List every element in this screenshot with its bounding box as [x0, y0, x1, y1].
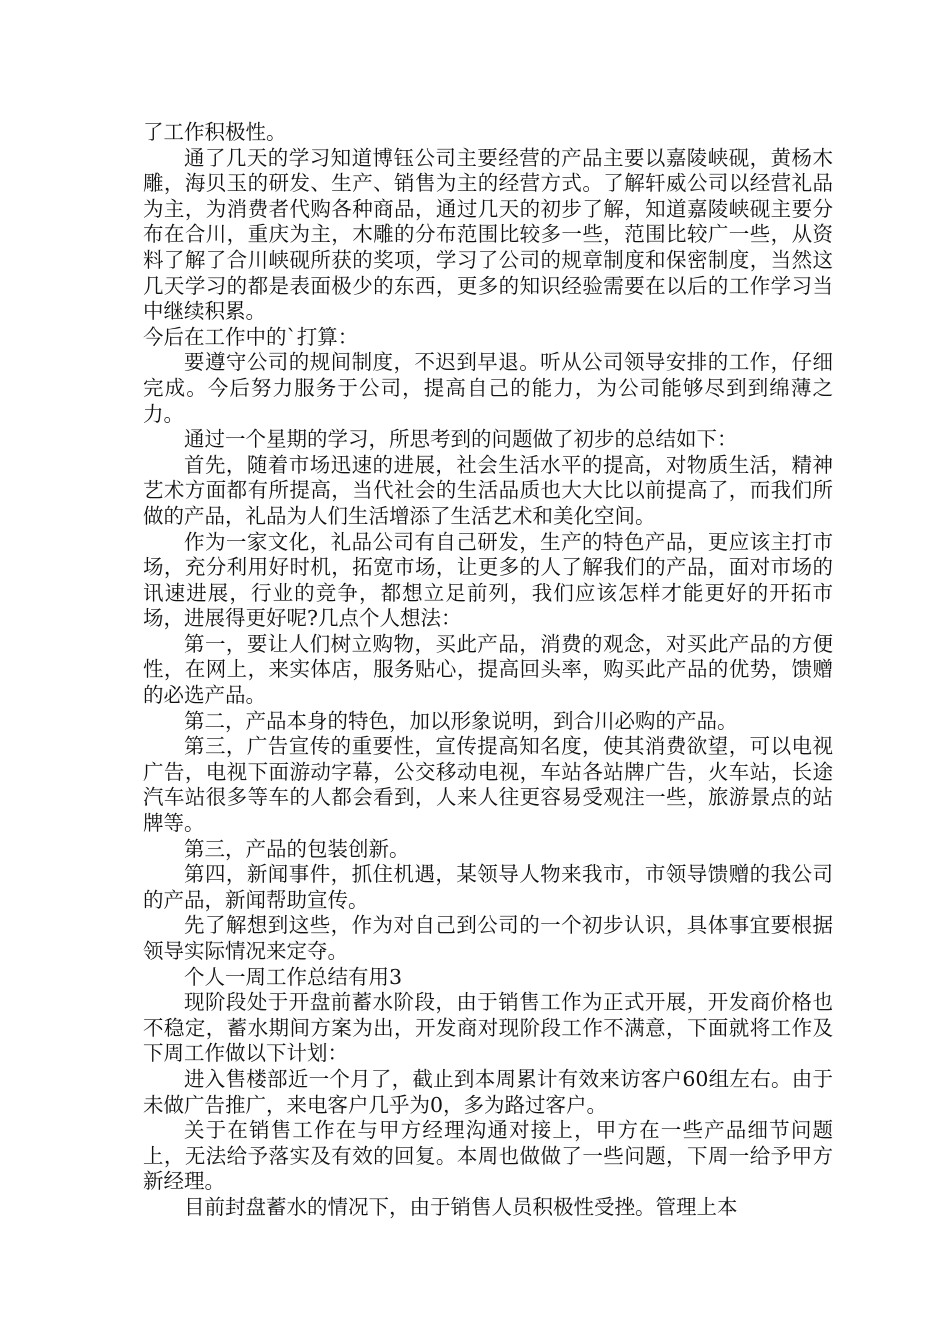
paragraph-8: 第一，要让人们树立购物，买此产品，消费的观念，对买此产品的方便性，在网上，来实体店，服务贴心，提高回头率，购买此产品的优势，馈赠的必选产品。	[143, 631, 833, 708]
paragraph-5: 通过一个星期的学习，所思考到的问题做了初步的总结如下：	[184, 427, 738, 452]
paragraph-16: 进入售楼部近一个月了，截止到本周累计有效来访客户60组左右。由于未做广告推广，来电客户几乎为0，多为路过客户。	[143, 1066, 833, 1117]
paragraph-12: 第四，新闻事件，抓住机遇，某领导人物来我市，市领导馈赠的我公司的产品，新闻帮助宣传。	[143, 862, 833, 912]
paragraph-3: 今后在工作中的`打算：	[143, 324, 359, 349]
paragraph-2: 通了几天的学习知道博钰公司主要经营的产品主要以嘉陵峡砚，黄杨木雕，海贝玉的研发、生产、销售为主的经营方式。了解轩威公司以经营礼品为主，为消费者代购各种商品，通过几天的初步了解，知道嘉陵峡砚主要分布在合川，重庆为主，木雕的分布范围比较多一些，范围比较广一些，从资料了解了合川峡砚所获的奖项，学习了公司的规章制度和保密制度，当然这几天学习的都是表面极少的东西，更多的知识经验需要在以后的工作学习当中继续积累。	[143, 145, 833, 324]
paragraph-17: 关于在销售工作在与甲方经理沟通对接上，甲方在一些产品细节问题上，无法给予落实及有效的回复。本周也做做了一些问题，下周一给予甲方新经理。	[143, 1118, 833, 1194]
paragraph-10: 第三，广告宣传的重要性，宣传提高知名度，使其消费欲望，可以电视广告，电视下面游动字幕，公交移动电视，车站各站牌广告，火车站，长途汽车站很多等车的人都会看到，人来人往更容易受观注一些，旅游景点的站牌等。	[143, 734, 833, 836]
paragraph-13: 先了解想到这些，作为对自己到公司的一个初步认识，具体事宜要根据领导实际情况来定夺。	[143, 913, 833, 963]
paragraph-4: 要遵守公司的规间制度，不迟到早退。听从公司领导安排的工作，仔细完成。今后努力服务于公司，提高自己的能力，为公司能够尽到到绵薄之力。	[143, 350, 833, 426]
paragraph-6: 首先，随着市场迅速的进展，社会生活水平的提高，对物质生活，精神艺术方面都有所提高，当代社会的生活品质也大大比以前提高了，而我们所做的产品，礼品为人们生活增添了生活艺术和美化空间。	[143, 452, 833, 528]
paragraph-7: 作为一家文化，礼品公司有自己研发，生产的特色产品，更应该主打市场，充分利用好时机，拓宽市场，让更多的人了解我们的产品，面对市场的讯速进展，行业的竞争，都想立足前列，我们应该怎样才能更好的开拓市场，进展得更好呢?几点个人想法：	[143, 529, 833, 631]
paragraph-9: 第二，产品本身的特色，加以形象说明，到合川必购的产品。	[184, 708, 738, 733]
paragraph-15: 现阶段处于开盘前蓄水阶段，由于销售工作为正式开展，开发商价格也不稳定，蓄水期间方案为出，开发商对现阶段工作不满意，下面就将工作及下周工作做以下计划：	[143, 990, 833, 1066]
document-body	[143, 120, 833, 1221]
paragraph-1: 了工作积极性。	[143, 120, 287, 144]
section-heading: 个人一周工作总结有用3	[184, 964, 403, 989]
paragraph-11: 第三，产品的包装创新。	[184, 836, 410, 861]
paragraph-18: 目前封盘蓄水的情况下，由于销售人员积极性受挫。管理上本	[184, 1194, 738, 1219]
